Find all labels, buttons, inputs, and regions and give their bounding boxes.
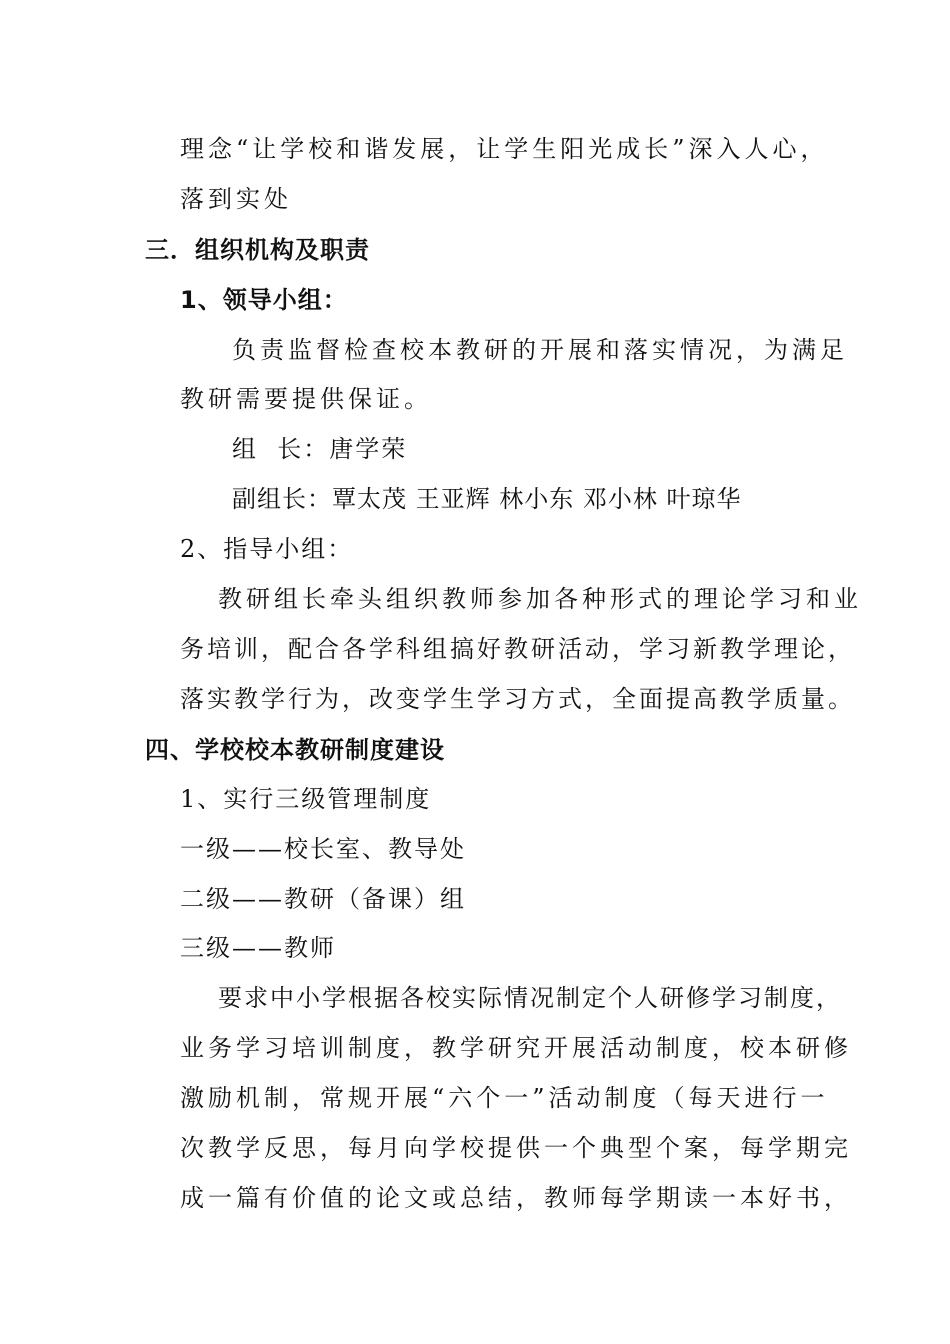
- paragraph-line: 激励机制，常规开展“六个一”活动制度（每天进行一: [180, 1084, 829, 1112]
- paragraph-line: 理念“让学校和谐发展，让学生阳光成长”深入人心，: [180, 135, 829, 163]
- level-two-line: 二级——教研（备课）组: [180, 885, 466, 913]
- paragraph-line: 务培训，配合各学科组搞好教研活动，学习新教学理论，: [180, 635, 855, 663]
- paragraph-line: 落实教学行为，改变学生学习方式，全面提高教学质量。: [180, 685, 855, 713]
- level-one-line: 一级——校长室、教导处: [180, 835, 466, 863]
- paragraph-line: 落到实处: [180, 185, 292, 213]
- subsection-heading-leadership: 1、领导小组：: [180, 286, 348, 314]
- paragraph-line: 教研需要提供保证。: [180, 385, 432, 413]
- paragraph-line: 1、实行三级管理制度: [180, 785, 432, 813]
- deputy-leader-line: 副组长：覃太茂 王亚辉 林小东 邓小林 叶琼华: [232, 485, 742, 513]
- paragraph-line: 业务学习培训制度，教学研究开展活动制度，校本研修: [180, 1034, 852, 1062]
- section-heading-4: 四、学校校本教研制度建设: [145, 736, 445, 764]
- paragraph-line: 负责监督检查校本教研的开展和落实情况，为满足: [232, 336, 848, 364]
- paragraph-line: 教研组长牵头组织教师参加各种形式的理论学习和业: [218, 585, 862, 613]
- paragraph-line: 要求中小学根据各校实际情况制定个人研修学习制度，: [218, 984, 842, 1012]
- group-leader-line: 组 长：唐学荣: [232, 435, 408, 463]
- paragraph-line: 成一篇有价值的论文或总结，教师每学期读一本好书，: [180, 1184, 852, 1212]
- paragraph-line: 次教学反思，每月向学校提供一个典型个案，每学期完: [180, 1134, 852, 1162]
- section-heading-3: 三．组织机构及职责: [145, 236, 370, 264]
- level-three-line: 三级——教师: [180, 934, 336, 962]
- subsection-heading-guidance: 2、指导小组：: [180, 535, 354, 563]
